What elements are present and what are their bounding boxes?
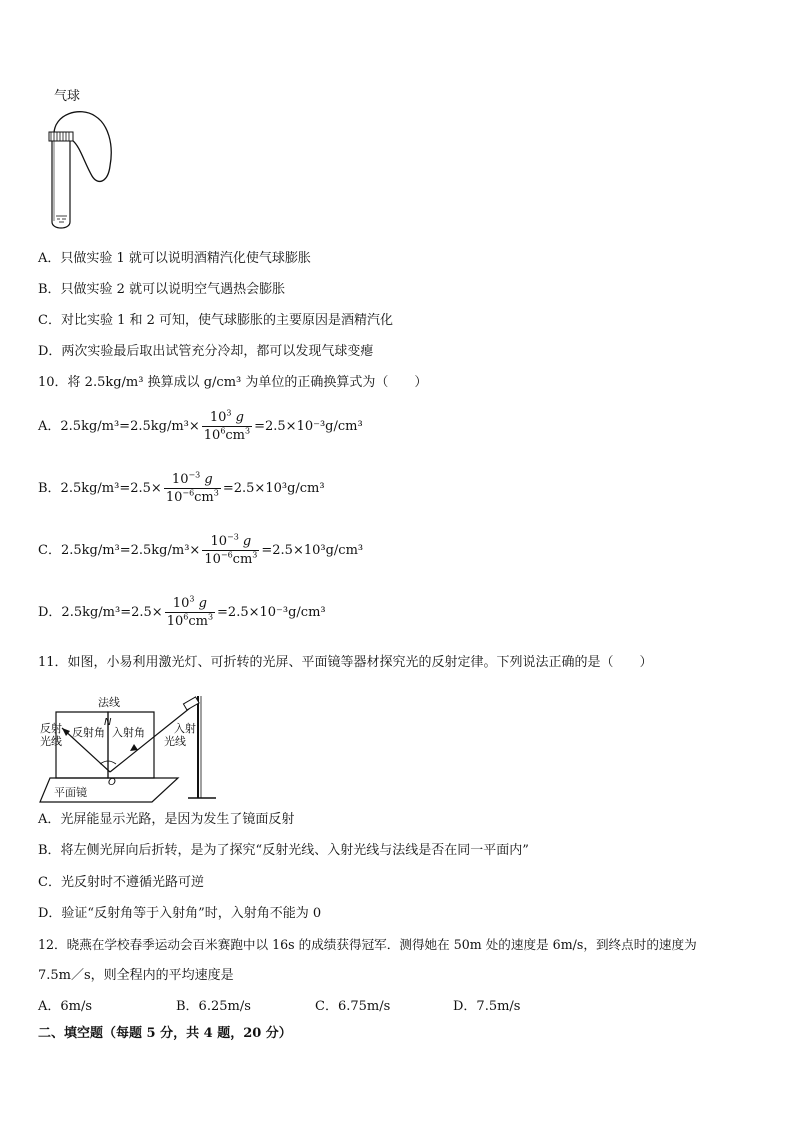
fig-label-reflect-angle: 反射角 <box>72 726 105 739</box>
q9-option-b: B．只做实验 2 就可以说明空气遇热会膨胀 <box>38 282 286 297</box>
q10-option-c <box>38 534 363 567</box>
q12-option-b: B．6.25m/s <box>176 999 251 1014</box>
q10-fraction: $\frac{10^{-3} g}{10^{-6}cm^3}$ <box>165 470 219 505</box>
q12-option-a: A．6m/s <box>38 999 93 1014</box>
q10-option-prefix: D．2.5kg/m³=2.5× <box>38 604 163 620</box>
q10-option-result: =2.5×10³g/cm³ <box>222 480 325 496</box>
fig-label-incident-1: 入射 <box>174 722 196 735</box>
q10-option-prefix: A．2.5kg/m³=2.5kg/m³× <box>38 418 200 434</box>
q11-option-b: B．将左侧光屏向后折转，是为了探究“反射光线、入射光线与法线是否在同一平面内” <box>38 843 529 858</box>
fig-label-reflected-1: 反射 <box>40 722 62 735</box>
fig-label-normal: 法线 <box>98 696 120 709</box>
balloon-label: 气球 <box>54 89 81 104</box>
balloon-test-tube-figure <box>40 104 130 234</box>
q10-stem: 10．将 2.5kg/m³ 换算成以 g/cm³ 为单位的正确换算式为（ ） <box>38 375 428 390</box>
q12-stem-line2: 7.5m／s，则全程内的平均速度是 <box>38 968 234 983</box>
q10-option-result: =2.5×10⁻³g/cm³ <box>254 418 363 434</box>
q11-option-c: C．光反射时不遵循光路可逆 <box>38 875 204 890</box>
q10-fraction: $\frac{10^3 g}{10^6cm^3}$ <box>166 594 214 629</box>
fig-label-incident-angle: 入射角 <box>112 726 145 739</box>
q10-option-prefix: B．2.5kg/m³=2.5× <box>38 480 162 496</box>
q10-option-result: =2.5×10³g/cm³ <box>261 542 364 558</box>
q9-option-c: C．对比实验 1 和 2 可知，使气球膨胀的主要原因是酒精汽化 <box>38 313 394 328</box>
fig-label-reflected-2: 光线 <box>40 735 62 748</box>
q10-option-result: =2.5×10⁻³g/cm³ <box>217 604 326 620</box>
q9-option-a: A．只做实验 1 就可以说明酒精汽化使气球膨胀 <box>38 251 311 266</box>
q11-stem: 11．如图，小易利用激光灯、可折转的光屏、平面镜等器材探究光的反射定律。下列说法正确的是（ ） <box>38 655 653 670</box>
q10-option-b <box>38 472 325 505</box>
q10-fraction: $\frac{10^3 g}{10^6cm^3}$ <box>203 408 251 443</box>
q9-option-d: D．两次实验最后取出试管充分冷却，都可以发现气球变瘪 <box>38 344 374 359</box>
q12-option-d: D．7.5m/s <box>453 999 521 1014</box>
reflection-experiment-figure <box>38 688 218 810</box>
section-title: 二、填空题（每题 5 分，共 4 题，20 分） <box>38 1026 292 1041</box>
q12-stem-line1: 12．晓燕在学校春季运动会百米赛跑中以 16s 的成绩获得冠军．测得她在 50m 处的速度是 6m/s，到终点时的速度为 <box>38 937 697 952</box>
q10-fraction: $\frac{10^{-3} g}{10^{-6}cm^3}$ <box>204 532 258 567</box>
q10-option-a <box>38 410 363 443</box>
q12-option-c: C．6.75m/s <box>315 999 391 1014</box>
fig-label-o: O <box>108 777 116 788</box>
fig-label-mirror: 平面镜 <box>54 786 87 799</box>
fig-label-n: N <box>104 717 112 728</box>
q11-option-a: A．光屏能显示光路，是因为发生了镜面反射 <box>38 812 295 827</box>
q10-option-d <box>38 596 326 629</box>
q10-option-prefix: C．2.5kg/m³=2.5kg/m³× <box>38 542 201 558</box>
fig-label-incident-2: 光线 <box>164 735 186 748</box>
q11-option-d: D．验证“反射角等于入射角”时，入射角不能为 0 <box>38 906 322 921</box>
